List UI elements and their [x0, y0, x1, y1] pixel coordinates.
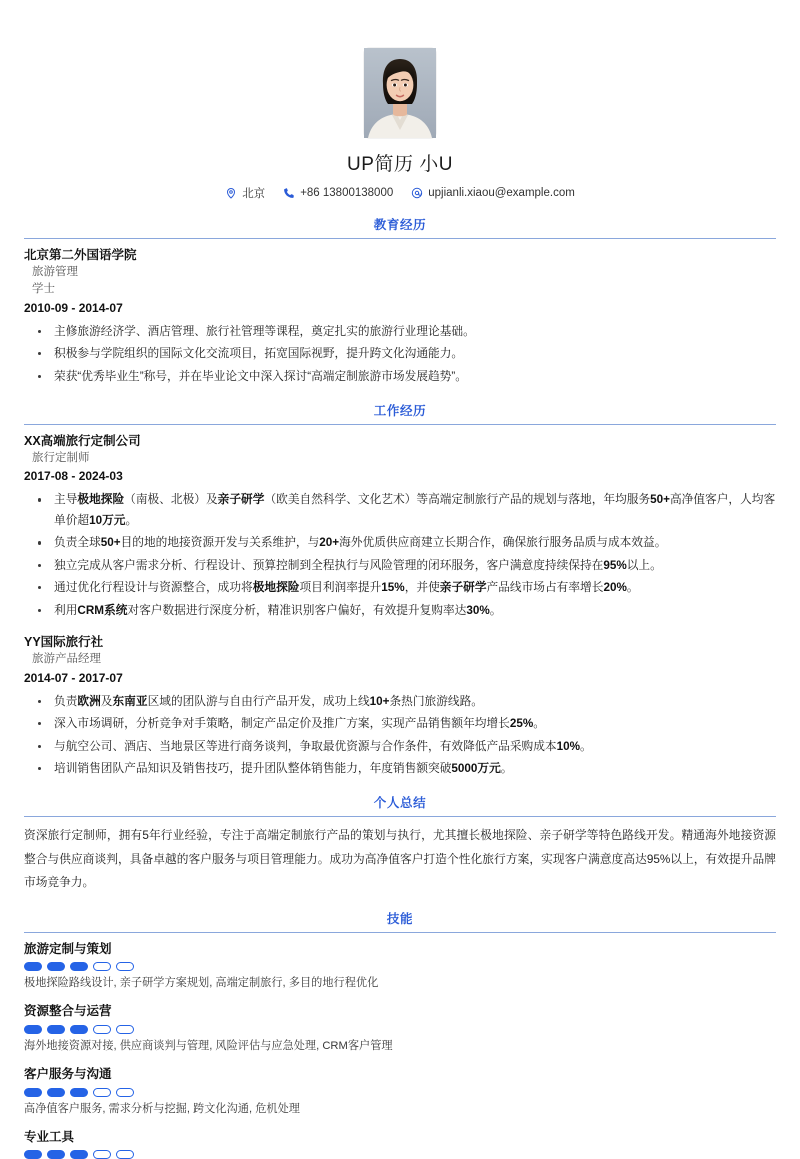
work-bullet: 负责全球50+目的地的地接资源开发与关系维护，与20+海外优质供应商建立长期合作，确保旅行服务品质与成本效益。 — [24, 533, 776, 553]
section-header-summary — [24, 793, 776, 817]
skill-segment-empty — [116, 1150, 134, 1159]
contact-phone-value: +86 13800138000 — [300, 187, 394, 199]
skill-segment-filled — [47, 962, 65, 971]
skill-segment-filled — [47, 1150, 65, 1159]
education-major: 旅游管理 — [32, 266, 78, 279]
section-header-skills — [24, 909, 776, 933]
section-body-summary — [24, 817, 776, 894]
skill-description: 高净值客户服务, 需求分析与挖掘, 跨文化沟通, 危机处理 — [24, 1102, 300, 1115]
skill-segment-filled — [70, 1088, 88, 1097]
section-work-experience — [24, 401, 776, 779]
skill-segment-filled — [24, 962, 42, 971]
phone-icon — [283, 187, 295, 199]
skill-segment-filled — [70, 1150, 88, 1159]
skill-name: 专业工具 — [24, 1129, 75, 1144]
section-title-summary: 个人总结 — [373, 796, 427, 811]
contact-email — [411, 187, 575, 199]
work-company: XX高端旅行定制公司 — [24, 434, 141, 449]
skill-item — [24, 1065, 776, 1119]
work-bullet: 负责欧洲及东南亚区域的团队游与自由行产品开发，成功上线10+条热门旅游线路。 — [24, 692, 776, 712]
skill-name: 资源整合与运营 — [24, 1004, 112, 1019]
work-bullet: 独立完成从客户需求分析、行程设计、预算控制到全程执行与风险管理的闭环服务，客户满意度持续保持在95%以上。 — [24, 556, 776, 576]
skill-name: 旅游定制与策划 — [24, 941, 112, 956]
work-date-range: 2014-07 - 2017-07 — [24, 670, 123, 685]
contact-row — [24, 185, 776, 201]
education-bullet: 主修旅游经济学、酒店管理、旅行社管理等课程，奠定扎实的旅游行业理论基础。 — [24, 322, 776, 342]
work-bullet: 主导极地探险（南极、北极）及亲子研学（欧美自然科学、文化艺术）等高端定制旅行产品的规划与落地，年均服务50+高净值客户，人均客单价超10万元。 — [24, 490, 776, 531]
skill-segment-filled — [47, 1088, 65, 1097]
skill-segment-empty — [93, 962, 111, 971]
skill-segment-filled — [70, 962, 88, 971]
skill-item — [24, 1128, 776, 1159]
work-entry — [24, 432, 776, 621]
contact-location — [225, 185, 265, 201]
work-bullet: 与航空公司、酒店、当地景区等进行商务谈判，争取最优资源与合作条件，有效降低产品采购成本10%。 — [24, 737, 776, 757]
skill-segment-empty — [116, 962, 134, 971]
skill-level-meter — [24, 962, 776, 971]
section-summary — [24, 793, 776, 894]
skill-description: 极地探险路线设计, 亲子研学方案规划, 高端定制旅行, 多目的地行程优化 — [24, 977, 379, 990]
work-company: YY国际旅行社 — [24, 635, 104, 650]
skill-item — [24, 940, 776, 994]
section-body-education — [24, 239, 776, 387]
skill-segment-filled — [70, 1025, 88, 1034]
resume-header — [24, 0, 776, 201]
skill-segment-empty — [93, 1088, 111, 1097]
section-title-education: 教育经历 — [373, 218, 427, 232]
section-education — [24, 215, 776, 387]
education-degree: 学士 — [32, 283, 55, 296]
work-date-range: 2017-08 - 2024-03 — [24, 469, 123, 484]
work-role: 旅行定制师 — [32, 452, 90, 465]
work-bullet: 深入市场调研，分析竞争对手策略，制定产品定价及推广方案，实现产品销售额年均增长25%。 — [24, 714, 776, 734]
section-header-work — [24, 401, 776, 425]
skill-item — [24, 1002, 776, 1056]
skill-level-meter — [24, 1088, 776, 1097]
contact-email-value: upjianli.xiaou@example.com — [428, 187, 575, 199]
skill-segment-filled — [24, 1150, 42, 1159]
skill-name: 客户服务与沟通 — [24, 1067, 112, 1082]
contact-location-value: 北京 — [242, 188, 266, 200]
education-bullet: 荣获“优秀毕业生”称号，并在毕业论文中深入探讨“高端定制旅游市场发展趋势”。 — [24, 367, 776, 387]
education-entry — [24, 246, 776, 387]
work-bullet: 通过优化行程设计与资源整合，成功将极地探险项目利润率提升15%，并使亲子研学产品线市场占有率增长20%。 — [24, 578, 776, 598]
education-date-range: 2010-09 - 2014-07 — [24, 300, 123, 315]
education-bullet-list — [24, 322, 776, 387]
summary-paragraph: 资深旅行定制师，拥有5年行业经验，专注于高端定制旅行产品的策划与执行，尤其擅长极地探险、亲子研学等特色路线开发。精通海外地接资源整合与供应商谈判，具备卓越的客户服务与项目管理能力。成功为高净值客户打造个性化旅行方案，实现客户满意度高达95%以上，有效提升品牌市场竞争力。 — [24, 829, 776, 890]
email-icon — [411, 187, 423, 199]
education-bullet: 积极参与学院组织的国际文化交流项目，拓宽国际视野，提升跨文化沟通能力。 — [24, 344, 776, 364]
skill-segment-empty — [116, 1088, 134, 1097]
work-bullet: 培训销售团队产品知识及销售技巧，提升团队整体销售能力，年度销售额突破5000万元。 — [24, 759, 776, 779]
section-title-skills: 技能 — [386, 911, 414, 926]
skill-description: 海外地接资源对接, 供应商谈判与管理, 风险评估与应急处理, CRM客户管理 — [24, 1040, 393, 1053]
skill-segment-filled — [47, 1025, 65, 1034]
skill-segment-empty — [93, 1150, 111, 1159]
work-bullet-list — [24, 692, 776, 780]
section-skills — [24, 909, 776, 1159]
skill-level-meter — [24, 1025, 776, 1034]
profile-photo — [364, 48, 436, 138]
education-school: 北京第二外国语学院 — [24, 248, 137, 262]
contact-phone — [283, 187, 393, 199]
candidate-name: UP简历 小U — [347, 154, 453, 175]
work-bullet-list — [24, 490, 776, 621]
work-role: 旅游产品经理 — [32, 653, 101, 666]
skill-segment-empty — [93, 1025, 111, 1034]
section-header-education — [24, 215, 776, 239]
skill-segment-filled — [24, 1025, 42, 1034]
location-pin-icon — [225, 187, 237, 199]
skill-level-meter — [24, 1150, 776, 1159]
work-bullet: 利用CRM系统对客户数据进行深度分析，精准识别客户偏好，有效提升复购率达30%。 — [24, 601, 776, 621]
skill-segment-empty — [116, 1025, 134, 1034]
work-entry — [24, 633, 776, 779]
section-body-work — [24, 425, 776, 779]
section-title-work: 工作经历 — [373, 404, 427, 419]
section-body-skills — [24, 933, 776, 1159]
skill-segment-filled — [24, 1088, 42, 1097]
